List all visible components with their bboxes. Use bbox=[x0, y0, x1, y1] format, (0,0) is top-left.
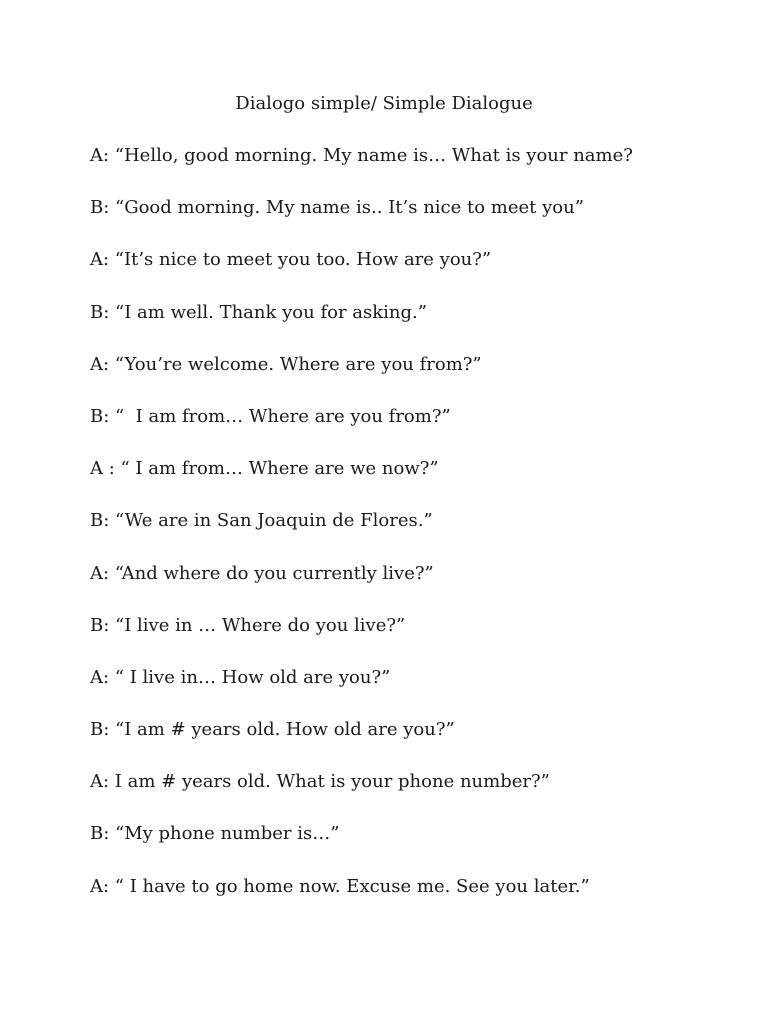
dialogue-line-12: B: “I am # years old. How old are you?” bbox=[90, 719, 455, 741]
dialogue-line-15: A: “ I have to go home now. Excuse me. See you later.” bbox=[90, 875, 590, 897]
dialogue-line-3: A: “It’s nice to meet you too. How are you?” bbox=[90, 249, 492, 271]
dialogue-line-10: B: “I live in … Where do you live?” bbox=[90, 614, 406, 636]
dialogue-line-1: A: “Hello, good morning. My name is… What is your name? bbox=[90, 145, 633, 166]
document-title: Dialogo simple/ Simple Dialogue bbox=[235, 93, 533, 114]
dialogue-line-9: A: “And where do you currently live?” bbox=[90, 562, 434, 584]
dialogue-line-11: A: “ I live in… How old are you?” bbox=[90, 666, 391, 688]
dialogue-line-2: B: “Good morning. My name is.. It’s nice to meet you” bbox=[90, 197, 584, 219]
dialogue-line-7: A : “ I am from… Where are we now?” bbox=[90, 458, 439, 480]
dialogue-line-5: A: “You’re welcome. Where are you from?” bbox=[90, 353, 482, 375]
dialogue-line-8: B: “We are in San Joaquin de Flores.” bbox=[90, 510, 433, 532]
dialogue-line-13: A: I am # years old. What is your phone number?” bbox=[90, 771, 550, 793]
dialogue-lines bbox=[90, 144, 633, 927]
dialogue-line-14: B: “My phone number is…” bbox=[90, 823, 340, 845]
dialogue-line-4: B: “I am well. Thank you for asking.” bbox=[90, 301, 427, 323]
dialogue-line-6: B: “ I am from… Where are you from?” bbox=[90, 405, 451, 427]
